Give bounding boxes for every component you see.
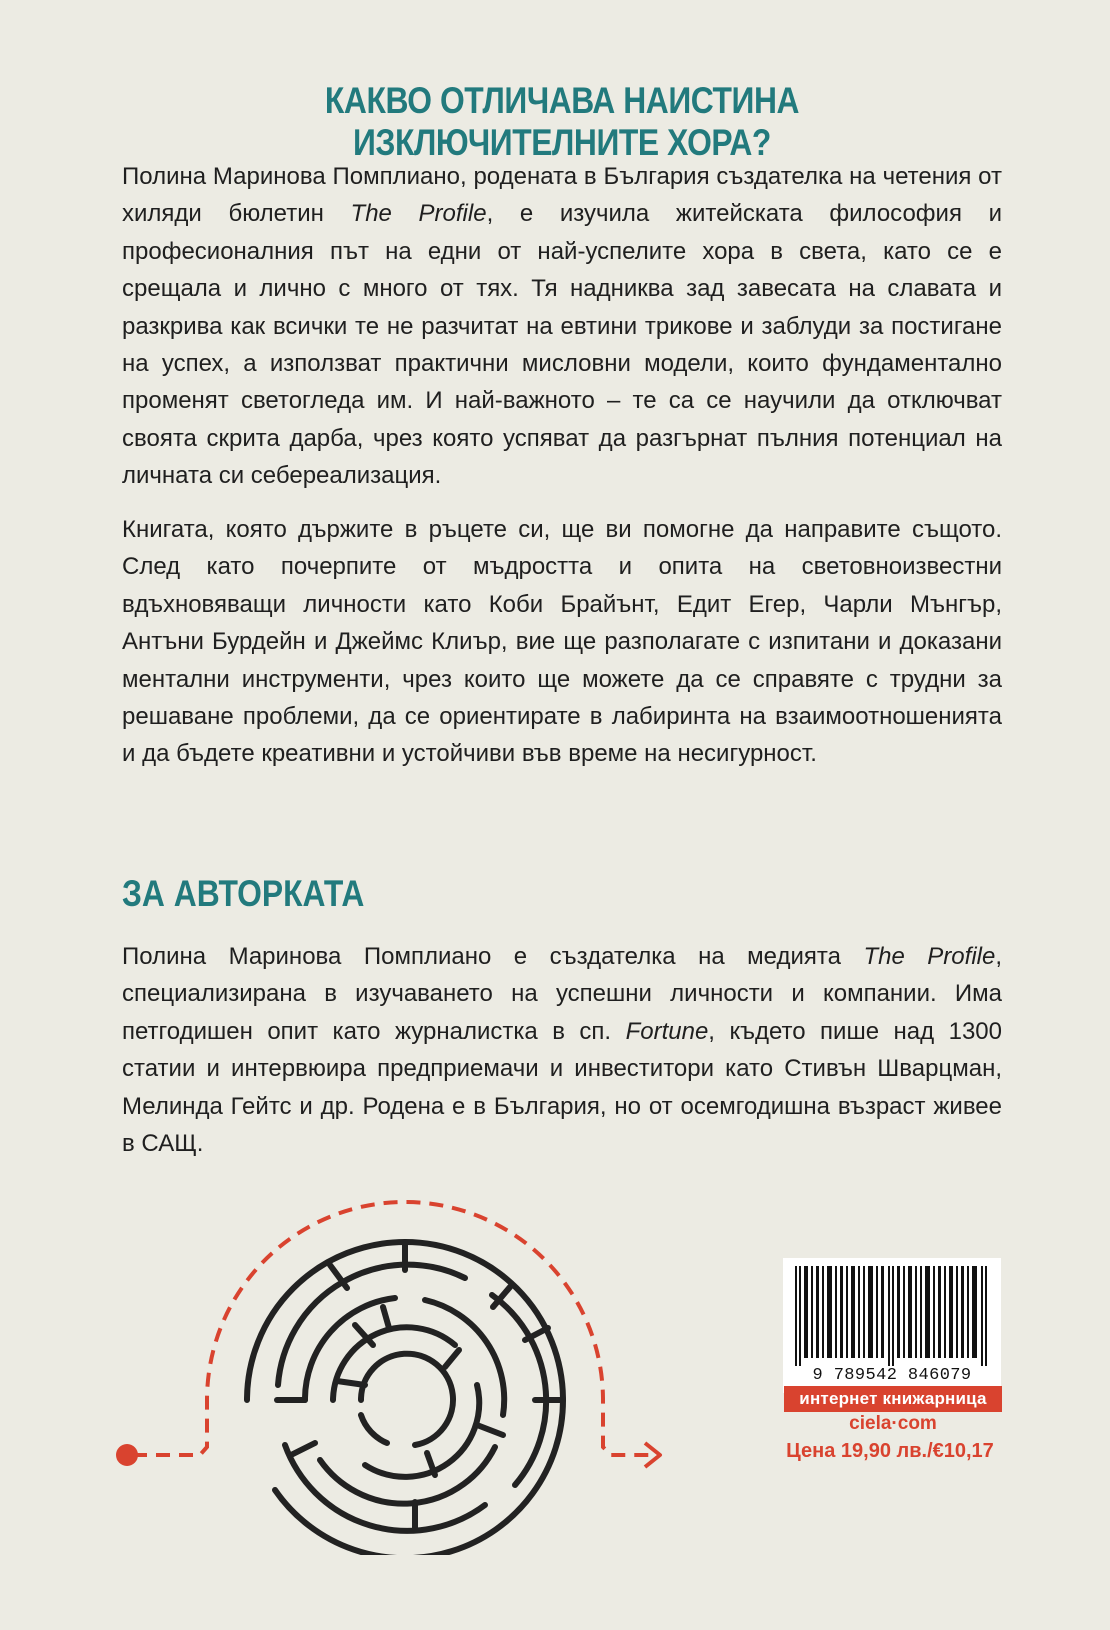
barcode-bars xyxy=(791,1266,993,1366)
online-bookstore-badge: интернет книжарница xyxy=(784,1386,1002,1412)
bookstore-url: ciela·com xyxy=(849,1413,937,1434)
description-paragraph-1: Полина Маринова Помплиано, родената в България създателка на четения от хиляди бюлетин The Profile, е изучила житейската философия и професионалния път на едни от най-успелите хора в света, като се е срещала и лично с много от тях. Тя надниква зад завесата на славата и разкрива как всички те не разчитат на евтини трикове и заблуди за постигане на успех, а използват практични мисловни модели, които фундаментално променят светогледа им. И най-важното – те са се научили да отключват своята скрита дарба, чрез която успяват да разгърнат пълния потенциал на личната си себереализация. xyxy=(122,163,1002,490)
maze-illustration xyxy=(115,1185,695,1555)
description-paragraph-2: Книгата, която държите в ръцете си, ще ви помогне да направите същото. След като почерпите от мъдростта и опита на световноизвестни вдъхновяващи личности като Коби Брайънт, Едит Егер, Чарли Мънгър, Антъни Бурдейн и Джеймс Клиър, вие ще разполагате с изпитани и доказани ментални инструменти, чрез които ще можете да се справяте с трудни за решаване проблеми, да се ориентирате в лабиринта на взаимоотношенията и да бъдете креативни и устойчиви във време на несигурност. xyxy=(122,516,1002,768)
isbn-number: 9 789542 846079 xyxy=(812,1366,972,1385)
about-author-title: ЗА АВТОРКАТА xyxy=(122,873,365,914)
about-author-paragraph: Полина Маринова Помплиано е създателка на медията The Profile, специализирана в изучаването на успешни личности и компании. Има петгодишен опит като журналистка в сп. Fortune, където пише над 1300 статии и интервюира предприемачи и инвеститори като Стивън Шварцман, Мелинда Гейтс и др. Родена е в България, но от осемгодишна възраст живее в САЩ. xyxy=(122,943,1002,1158)
price-label: Цена 19,90 лв./€10,17 xyxy=(786,1440,994,1462)
headline: КАКВО ОТЛИЧАВА НАИСТИНА ИЗКЛЮЧИТЕЛНИТЕ ХОРА? xyxy=(324,80,800,163)
barcode xyxy=(783,1258,1001,1393)
